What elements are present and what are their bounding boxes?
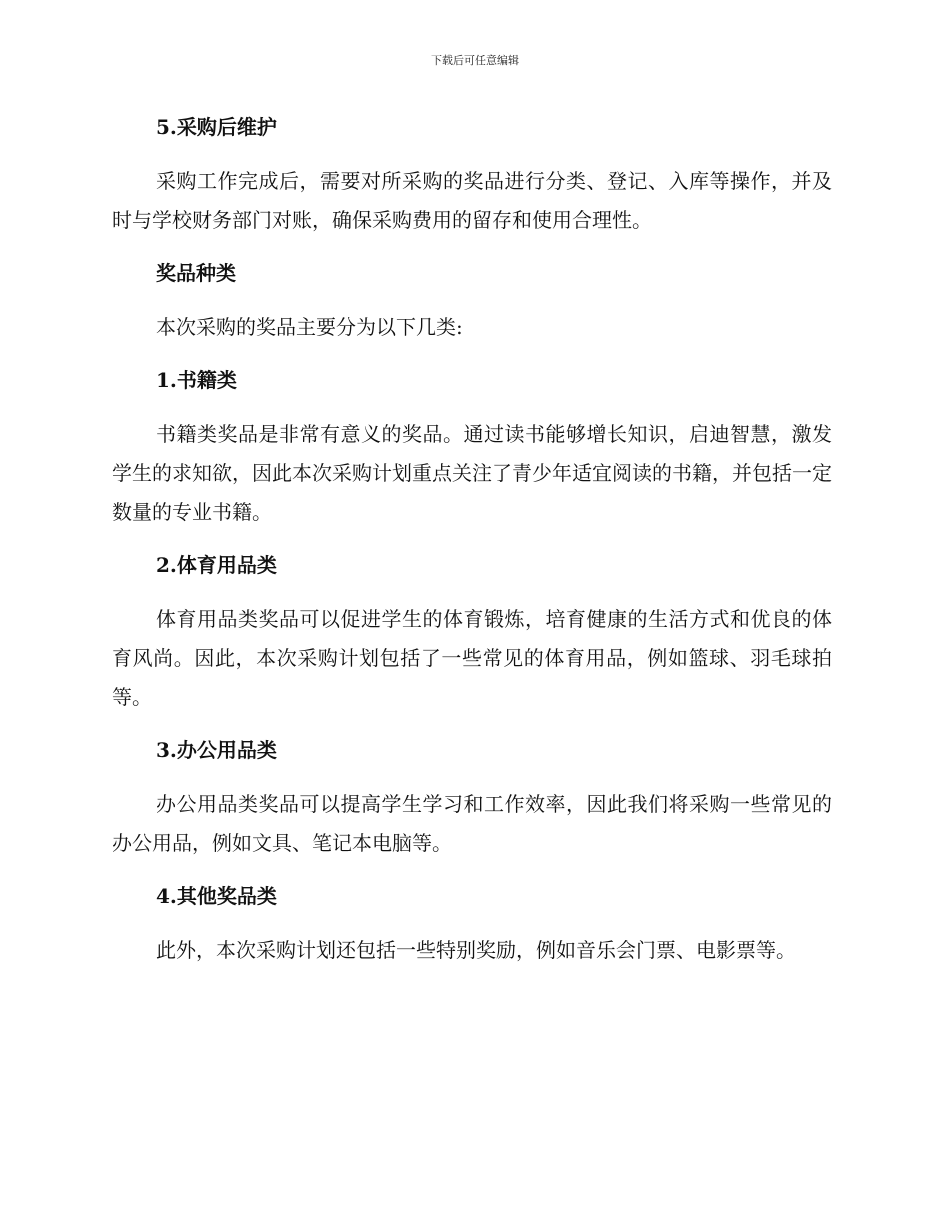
section-paragraph: 体育用品类奖品可以促进学生的体育锻炼，培育健康的生活方式和优良的体育风尚。因此，本次采购计划包括了一些常见的体育用品，例如篮球、羽毛球拍等。 xyxy=(112,607,832,709)
section-heading: 4.其他奖品类 xyxy=(156,884,277,908)
section-heading: 5.采购后维护 xyxy=(156,115,277,139)
section-heading: 奖品种类 xyxy=(156,261,236,285)
section-paragraph: 此外，本次采购计划还包括一些特别奖励，例如音乐会门票、电影票等。 xyxy=(156,938,796,962)
section-books xyxy=(112,361,832,546)
page-header-note: 下载后可任意编辑 xyxy=(431,54,519,67)
section-sports-goods xyxy=(112,546,832,731)
section-heading: 3.办公用品类 xyxy=(156,738,277,762)
section-paragraph: 采购工作完成后，需要对所采购的奖品进行分类、登记、入库等操作，并及时与学校财务部门对账，确保采购费用的留存和使用合理性。 xyxy=(112,169,832,232)
document-body xyxy=(112,108,832,970)
section-post-purchase-maintenance xyxy=(112,108,832,254)
section-paragraph: 本次采购的奖品主要分为以下几类: xyxy=(156,315,463,339)
section-other-prizes xyxy=(112,877,832,970)
section-heading: 2.体育用品类 xyxy=(156,553,277,577)
section-paragraph: 书籍类奖品是非常有意义的奖品。通过读书能够增长知识，启迪智慧，激发学生的求知欲，因此本次采购计划重点关注了青少年适宜阅读的书籍，并包括一定数量的专业书籍。 xyxy=(112,422,832,524)
section-office-supplies xyxy=(112,731,832,877)
section-prize-types xyxy=(112,254,832,361)
section-heading: 1.书籍类 xyxy=(156,368,237,392)
section-paragraph: 办公用品类奖品可以提高学生学习和工作效率，因此我们将采购一些常见的办公用品，例如文具、笔记本电脑等。 xyxy=(112,792,832,855)
